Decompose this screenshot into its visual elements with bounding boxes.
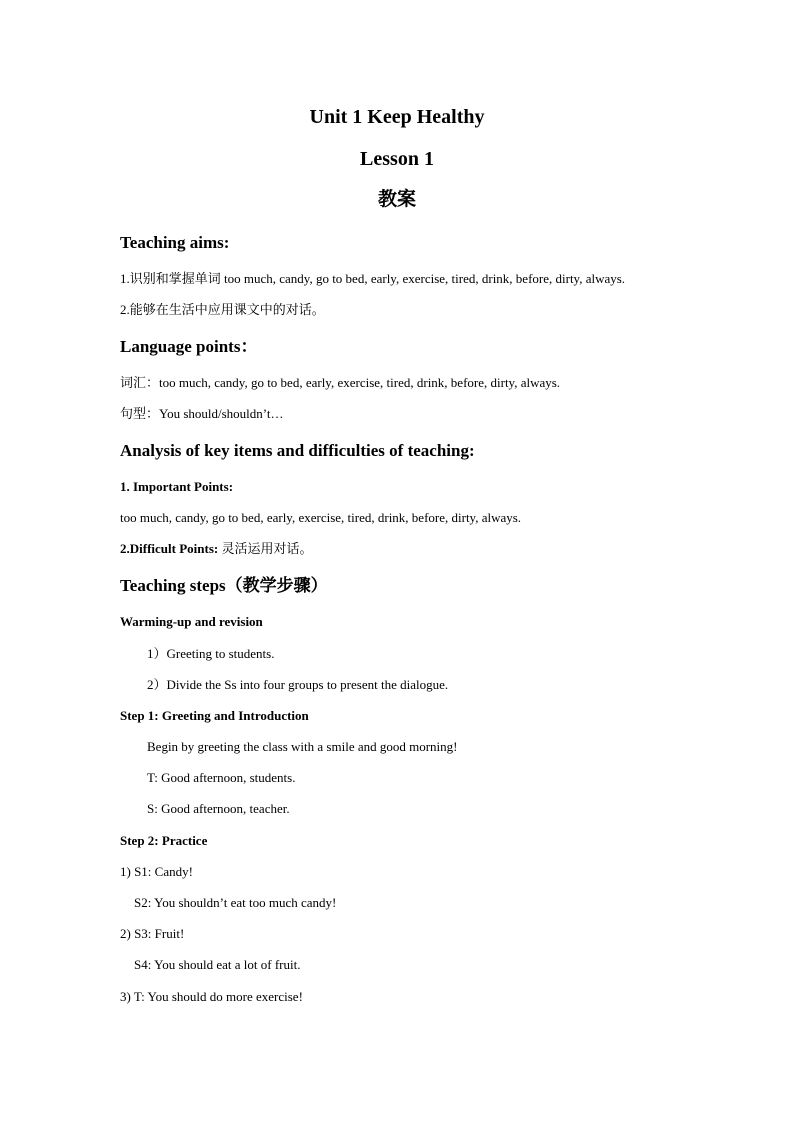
step2-line: 3) T: You should do more exercise! xyxy=(120,989,303,1004)
step2-line: S4: You should eat a lot of fruit. xyxy=(134,957,301,972)
step1-heading: Step 1: Greeting and Introduction xyxy=(120,708,309,723)
important-points-label: 1. Important Points: xyxy=(120,479,234,494)
step2-line: 1) S1: Candy! xyxy=(120,864,193,879)
plan-label: 教案 xyxy=(377,188,416,210)
important-points-text: too much, candy, go to bed, early, exercise, tired, drink, before, dirty, always. xyxy=(120,510,522,525)
vocab-line: 词汇：too much, candy, go to bed, early, exercise, tired, drink, before, dirty, always. xyxy=(120,375,561,390)
difficult-points-label: 2.Difficult Points: xyxy=(120,541,219,556)
step1-line: T: Good afternoon, students. xyxy=(147,770,296,785)
warmup-item: 2）Divide the Ss into four groups to present the dialogue. xyxy=(147,677,449,692)
step2-line: 2) S3: Fruit! xyxy=(120,926,185,941)
difficult-points-text: 灵活运用对话。 xyxy=(218,541,313,556)
teaching-aim-item: 1.识别和掌握单词 too much, candy, go to bed, early, exercise, tired, drink, before, dirty, always. xyxy=(120,271,626,286)
step2-heading: Step 2: Practice xyxy=(120,833,208,848)
language-points-heading: Language points： xyxy=(120,337,258,356)
step1-line: S: Good afternoon, teacher. xyxy=(147,801,290,816)
difficult-points-line xyxy=(120,542,312,555)
warmup-item: 1）Greeting to students. xyxy=(147,646,275,661)
teaching-steps-heading: Teaching steps（教学步骤） xyxy=(120,576,328,595)
step2-line: S2: You shouldn’t eat too much candy! xyxy=(134,895,337,910)
teaching-aims-heading: Teaching aims: xyxy=(120,233,230,252)
step1-line: Begin by greeting the class with a smile and good morning! xyxy=(147,739,458,754)
sentence-pattern-line: 句型：You should/shouldn’t… xyxy=(120,406,284,421)
warmup-heading: Warming-up and revision xyxy=(120,614,263,629)
teaching-aim-item: 2.能够在生活中应用课文中的对话。 xyxy=(120,302,325,317)
lesson-title: Lesson 1 xyxy=(360,148,434,170)
analysis-heading: Analysis of key items and difficulties of teaching: xyxy=(120,441,475,460)
document-title: Unit 1 Keep Healthy xyxy=(309,106,485,128)
